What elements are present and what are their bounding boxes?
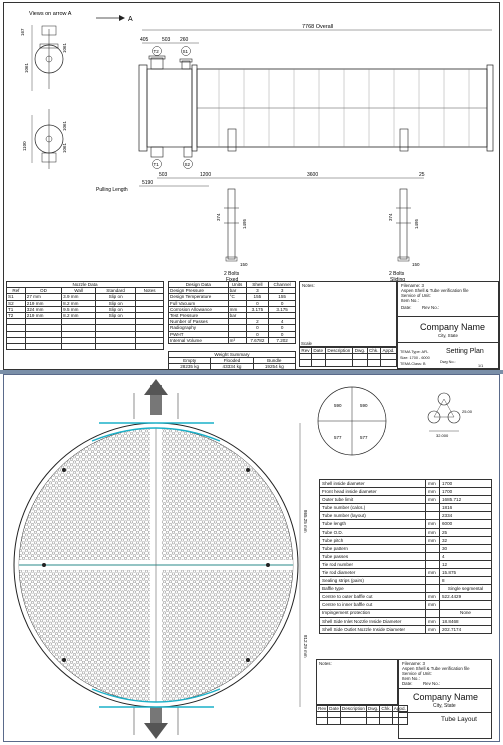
- support-sliding-bolts: 2 Bolts: [389, 271, 405, 277]
- svg-text:1495: 1495: [242, 218, 247, 229]
- table-row: S1 27 mm 3.9 mm Slip on: [7, 294, 164, 300]
- spec-unit: [426, 609, 440, 617]
- nozzle-data-table: Nozzle Data Ref OD Wall Standard Notes S1 27 mm 3.9 mm Slip on S2 219 mm 8.2 mm Slip on T1 324 mm 9.5 mm Slip on T2 219 mm 8.2 mm Slip on: [6, 281, 164, 350]
- table-row: T1 324 mm 9.5 mm Slip on: [7, 306, 164, 312]
- nozzle-t1: [151, 147, 163, 157]
- table-row: [320, 480, 492, 488]
- pass-count-4: 577: [360, 435, 368, 440]
- spec-unit: mm: [426, 520, 440, 528]
- table-row: S2 219 mm 8.2 mm Slip on: [7, 300, 164, 306]
- outlet-arrow-head: [144, 723, 168, 739]
- table-row: 28235 kg 43334 kg 19254 kg: [169, 364, 296, 370]
- support-sliding-type: Sliding: [390, 277, 406, 281]
- spec-label: Tie rod diameter: [320, 569, 426, 577]
- spec-unit: [426, 585, 440, 593]
- table-row: [320, 520, 492, 528]
- spec-label: Centre to inner baffle cut: [320, 601, 426, 609]
- dim-lower: 812.29 mm: [303, 635, 308, 658]
- table-row: [320, 625, 492, 633]
- spec-value: [440, 601, 492, 609]
- table-row: Corrosion Allowance mm 3.175 3.175: [169, 306, 296, 312]
- design-data-table: Design Data Units Shell Channel Design Pressure bar 3 3 Design Temperature °C 155 155 Full Vacuum 0 0 Corrosion Allowance mm 3.175 3.175 Test Pressure bar Number of Passes 2 4 Radiography 0 0 PWHT 0 0 Internal Volume m³ 7.6782 7.202: [168, 281, 296, 344]
- table-row: [320, 536, 492, 544]
- spec-unit: [426, 504, 440, 512]
- views-on-arrow-label: Views on arrow A: [29, 11, 72, 17]
- table-row: Design Pressure bar 3 3: [169, 288, 296, 294]
- spec-label: Shell Side Inlet Nozzle Inside Diameter: [320, 617, 426, 625]
- table-row: [320, 544, 492, 552]
- svg-text:167: 167: [20, 28, 25, 36]
- spec-value: 1685.712: [440, 496, 492, 504]
- saddle-sliding-detail: [388, 189, 420, 267]
- pitch-dim: 25.00: [462, 409, 473, 414]
- spec-unit: mm: [426, 488, 440, 496]
- spec-label: Tube number (layout): [320, 512, 426, 520]
- svg-text:260: 260: [180, 37, 189, 43]
- drawing-title: Setting Plan: [446, 348, 484, 355]
- spec-label: Tube passes: [320, 552, 426, 560]
- nozzle-t2: [151, 58, 163, 69]
- spec-unit: mm: [426, 569, 440, 577]
- spec-unit: [426, 560, 440, 568]
- pulling-length: 5190: [142, 180, 154, 186]
- spec-value: 4: [440, 552, 492, 560]
- spec-value: 1700: [440, 488, 492, 496]
- pitch-diagram: [428, 393, 460, 423]
- spec-label: Tube O.D.: [320, 528, 426, 536]
- spec-unit: [426, 577, 440, 585]
- dim-upper: 865.25 mm: [303, 510, 308, 533]
- spec-value: 1816: [440, 504, 492, 512]
- table-row: [320, 528, 492, 536]
- spec-value: 8: [440, 577, 492, 585]
- svg-text:405: 405: [140, 37, 149, 43]
- svg-text:374: 374: [216, 213, 221, 221]
- channel-flange-left: [139, 65, 147, 151]
- table-row: Full Vacuum 0 0: [169, 300, 296, 306]
- spec-value: 18.8468: [440, 617, 492, 625]
- table-row: PWHT 0 0: [169, 331, 296, 337]
- spec-label: Tube pitch: [320, 536, 426, 544]
- table-row: [320, 585, 492, 593]
- svg-text:S2: S2: [184, 162, 191, 167]
- spec-unit: [426, 544, 440, 552]
- company-city: City, State: [438, 333, 458, 338]
- spec-unit: mm: [426, 536, 440, 544]
- spec-value: 202.7174: [440, 625, 492, 633]
- support-fixed-type: Fixed: [226, 277, 239, 281]
- spec-value: 1700: [440, 480, 492, 488]
- spec-unit: mm: [426, 625, 440, 633]
- table-row: Number of Passes 2 4: [169, 319, 296, 325]
- svg-text:T1: T1: [153, 162, 159, 167]
- spec-label: Shell Side Outlet Nozzle Inside Diameter: [320, 625, 426, 633]
- table-row: Radiography 0 0: [169, 325, 296, 331]
- spec-label: Baffle type: [320, 585, 426, 593]
- table-row: [320, 593, 492, 601]
- company-name: Company Name: [420, 322, 486, 332]
- svg-text:1200: 1200: [200, 172, 212, 178]
- svg-text:503: 503: [162, 37, 171, 43]
- tube-layout-sheet: [3, 374, 500, 742]
- svg-text:25: 25: [419, 172, 425, 178]
- pitch-base-dim: 32.000: [436, 433, 449, 438]
- shell-flange-right: [487, 65, 493, 151]
- layout-company-city: City, State: [433, 703, 456, 709]
- svg-text:150: 150: [240, 262, 248, 267]
- layout-revision-table: Rev Date Description Dwg. Chk. Appd.: [316, 705, 408, 725]
- table-row: [320, 504, 492, 512]
- tube-layout-spec-table: [319, 479, 492, 634]
- table-row: [320, 488, 492, 496]
- table-row: Test Pressure bar: [169, 313, 296, 319]
- spec-value: 32: [440, 536, 492, 544]
- scale-label: Scale: [301, 341, 312, 346]
- svg-text:1061: 1061: [24, 62, 29, 73]
- spec-label: Tube length: [320, 520, 426, 528]
- table-row: [320, 496, 492, 504]
- spec-label: Tube pattern: [320, 544, 426, 552]
- spec-unit: mm: [426, 480, 440, 488]
- svg-text:1061: 1061: [62, 120, 67, 131]
- saddle-fixed-elevation: [228, 129, 236, 151]
- setting-plan-sheet: [3, 2, 500, 370]
- pass-count-2: 590: [360, 403, 368, 408]
- layout-title-block: Filename: 3 Aspen Shell & Tube verification file Service of Unit: Item No.: Date: Rev No.: Company Name City, State Tube Layout: [398, 659, 492, 739]
- spec-label: Tube number (calcs.): [320, 504, 426, 512]
- spec-value: 522.4429: [440, 593, 492, 601]
- spec-value: 30: [440, 544, 492, 552]
- overall-dim: 7768 Overall: [302, 24, 334, 30]
- pass-count-3: 577: [334, 435, 342, 440]
- spec-value: Single segmental: [440, 585, 492, 593]
- spec-label: Centre to outer baffle cut: [320, 593, 426, 601]
- table-row: [320, 617, 492, 625]
- svg-text:1061: 1061: [62, 142, 67, 153]
- nozzle-s2: [184, 147, 192, 157]
- table-row: [320, 569, 492, 577]
- svg-text:503: 503: [159, 172, 168, 178]
- saddle-sliding-elevation: [400, 129, 408, 151]
- spec-unit: [426, 552, 440, 560]
- spec-unit: [426, 512, 440, 520]
- spec-label: Shell inside diameter: [320, 480, 426, 488]
- spec-unit: mm: [426, 601, 440, 609]
- layout-company-name: Company Name: [413, 692, 479, 702]
- spec-label: Impingement protection: [320, 609, 426, 617]
- spec-unit: mm: [426, 617, 440, 625]
- spec-value: 6000: [440, 520, 492, 528]
- view-arrow-head: [119, 15, 125, 21]
- saddle-fixed-detail: [216, 189, 248, 267]
- svg-text:S1: S1: [182, 49, 189, 54]
- spec-value: None: [440, 609, 492, 617]
- svg-text:374: 374: [388, 213, 393, 221]
- spec-unit: mm: [426, 496, 440, 504]
- table-row: T2 219 mm 8.2 mm Slip on: [7, 313, 164, 319]
- spec-value: 2334: [440, 512, 492, 520]
- layout-notes-box: Notes:: [316, 659, 398, 705]
- setting-plan-drawing: [4, 3, 501, 281]
- revision-table: Rev Date Description Dwg. Chk. Appd.: [299, 347, 397, 367]
- title-block: Filename: 3 Aspen Shell & Tube verification file Service of Unit: Item No.: Date: Rev No.: Company Name City, State TEMA Type: AFL Size: 1700 - 6000 TEMA Class: B Setting Plan Dwg No.: 1/1: [397, 281, 499, 369]
- spec-label: Sealing strips (pairs): [320, 577, 426, 585]
- spec-unit: mm: [426, 528, 440, 536]
- pass-count-1: 590: [334, 403, 342, 408]
- spec-label: Front head inside diameter: [320, 488, 426, 496]
- table-row: [320, 560, 492, 568]
- svg-text:T2: T2: [153, 49, 159, 54]
- table-row: [320, 552, 492, 560]
- table-row: Internal Volume m³ 7.6782 7.202: [169, 337, 296, 343]
- spec-label: Outer tube limit: [320, 496, 426, 504]
- svg-text:1495: 1495: [414, 218, 419, 229]
- spec-value: 25: [440, 528, 492, 536]
- arrow-a-label: A: [128, 16, 133, 23]
- svg-text:3600: 3600: [307, 172, 319, 178]
- svg-text:1100: 1100: [22, 141, 27, 151]
- weight-summary-table: Weight Summary Empty Flooded Bundle 28235 kg 43334 kg 19254 kg: [168, 351, 296, 371]
- support-fixed-bolts: 2 Bolts: [224, 271, 240, 277]
- table-row: [320, 601, 492, 609]
- spec-label: Tie rod number: [320, 560, 426, 568]
- spec-unit: mm: [426, 593, 440, 601]
- table-row: [320, 577, 492, 585]
- table-row: [320, 609, 492, 617]
- channel-head: [147, 69, 192, 147]
- pulling-length-label: Pulling Length: [96, 187, 128, 193]
- layout-drawing-title: Tube Layout: [441, 716, 477, 723]
- spec-value: 12: [440, 560, 492, 568]
- spec-value: 15.875: [440, 569, 492, 577]
- svg-text:150: 150: [412, 262, 420, 267]
- svg-text:1061: 1061: [62, 42, 67, 53]
- inlet-arrow-head: [144, 379, 168, 395]
- table-row: Design Temperature °C 155 155: [169, 294, 296, 300]
- table-row: [320, 512, 492, 520]
- notes-box: Notes:: [299, 281, 397, 347]
